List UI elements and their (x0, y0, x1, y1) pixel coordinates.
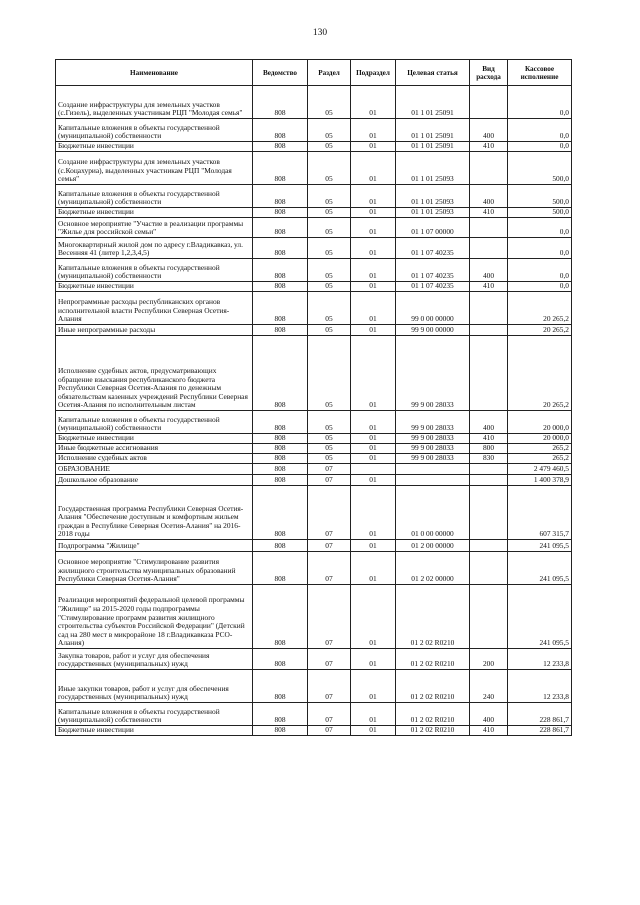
cell-expense-type (470, 238, 508, 259)
cell-subsection: 01 (351, 259, 396, 282)
cell-department: 808 (253, 218, 308, 238)
cell-expense-type: 410 (470, 282, 508, 292)
cell-department: 808 (253, 325, 308, 336)
cell-department: 808 (253, 292, 308, 325)
cell-section: 07 (308, 540, 351, 552)
table-row (56, 259, 572, 282)
cell-expense-type (470, 464, 508, 475)
cell-name: Основное мероприятие "Участие в реализации программы "Жилье для российской семьи" (56, 218, 253, 238)
cell-expense-type (470, 475, 508, 486)
cell-target-item: 99 9 00 28033 (396, 411, 470, 434)
cell-section: 07 (308, 585, 351, 649)
cell-target-item: 01 1 07 00000 (396, 218, 470, 238)
header-row (56, 60, 572, 86)
cell-expense-type (470, 336, 508, 411)
cell-target-item: 01 2 02 R0210 (396, 670, 470, 703)
cell-name: Капитальные вложения в объекты государственной (муниципальной) собственности (56, 259, 253, 282)
cell-cash-execution: 607 315,7 (508, 486, 572, 540)
cell-name: Иные непрограммные расходы (56, 325, 253, 336)
cell-target-item: 01 1 07 40235 (396, 259, 470, 282)
table-row (56, 282, 572, 292)
cell-expense-type (470, 585, 508, 649)
header-department: Ведомство (253, 60, 308, 86)
cell-subsection: 01 (351, 119, 396, 142)
cell-department: 808 (253, 585, 308, 649)
cell-cash-execution: 500,0 (508, 185, 572, 208)
cell-expense-type (470, 486, 508, 540)
header-expense-type: Вид расхода (470, 60, 508, 86)
header-cash-execution: Кассовое исполнение (508, 60, 572, 86)
cell-name: Капитальные вложения в объекты государственной (муниципальной) собственности (56, 185, 253, 208)
cell-section: 05 (308, 238, 351, 259)
cell-subsection: 01 (351, 444, 396, 454)
cell-expense-type (470, 292, 508, 325)
budget-table (55, 59, 572, 736)
cell-target-item: 01 0 00 00000 (396, 486, 470, 540)
cell-subsection: 01 (351, 434, 396, 444)
cell-subsection: 01 (351, 142, 396, 152)
cell-section: 05 (308, 282, 351, 292)
table-row (56, 703, 572, 726)
cell-department: 808 (253, 208, 308, 218)
table-row (56, 325, 572, 336)
cell-subsection: 01 (351, 649, 396, 670)
table-row (56, 726, 572, 736)
cell-department: 808 (253, 454, 308, 464)
cell-cash-execution: 228 861,7 (508, 726, 572, 736)
table-row (56, 238, 572, 259)
cell-cash-execution: 20 000,0 (508, 411, 572, 434)
cell-target-item: 01 1 07 40235 (396, 282, 470, 292)
cell-section: 07 (308, 649, 351, 670)
cell-subsection: 01 (351, 325, 396, 336)
cell-subsection: 01 (351, 218, 396, 238)
cell-target-item: 01 1 01 25091 (396, 142, 470, 152)
cell-name: Иные закупки товаров, работ и услуг для обеспечения государственных (муниципальных) нужд (56, 670, 253, 703)
cell-name: Основное мероприятие "Стимулирование развития жилищного строительства муниципальных образований Республики Северная Осетия-Алания" (56, 552, 253, 585)
cell-name: Бюджетные инвестиции (56, 142, 253, 152)
table-row (56, 434, 572, 444)
cell-target-item: 01 1 01 25091 (396, 119, 470, 142)
table-row (56, 486, 572, 540)
cell-name: Непрограммные расходы республиканских органов исполнительной власти Республики Северная Осетия-Алания (56, 292, 253, 325)
table-row (56, 649, 572, 670)
cell-cash-execution: 265,2 (508, 454, 572, 464)
cell-target-item: 01 2 00 00000 (396, 540, 470, 552)
cell-section: 07 (308, 464, 351, 475)
cell-target-item: 99 9 00 28033 (396, 434, 470, 444)
cell-expense-type (470, 540, 508, 552)
cell-subsection: 01 (351, 475, 396, 486)
table-row (56, 444, 572, 454)
table-row (56, 411, 572, 434)
cell-name: Создание инфраструктуры для земельных участков (с.Коцахуриа), выделенных участникам РЦП "Молодая семья" (56, 152, 253, 185)
cell-department: 808 (253, 670, 308, 703)
header-target-item: Целевая статья (396, 60, 470, 86)
cell-department: 808 (253, 86, 308, 119)
cell-name: Бюджетные инвестиции (56, 726, 253, 736)
cell-target-item: 01 2 02 R0210 (396, 649, 470, 670)
cell-section: 05 (308, 444, 351, 454)
cell-cash-execution: 20 265,2 (508, 325, 572, 336)
cell-target-item: 01 2 02 R0210 (396, 726, 470, 736)
cell-target-item: 99 0 00 00000 (396, 292, 470, 325)
cell-section: 05 (308, 454, 351, 464)
cell-cash-execution: 1 400 378,9 (508, 475, 572, 486)
cell-subsection: 01 (351, 726, 396, 736)
cell-cash-execution: 0,0 (508, 238, 572, 259)
cell-department: 808 (253, 152, 308, 185)
cell-cash-execution: 265,2 (508, 444, 572, 454)
cell-expense-type: 410 (470, 208, 508, 218)
cell-section: 05 (308, 142, 351, 152)
cell-expense-type: 400 (470, 259, 508, 282)
cell-name: Закупка товаров, работ и услуг для обеспечения государственных (муниципальных) нужд (56, 649, 253, 670)
cell-expense-type (470, 325, 508, 336)
cell-subsection: 01 (351, 86, 396, 119)
cell-expense-type: 410 (470, 142, 508, 152)
table-row (56, 142, 572, 152)
header-section: Раздел (308, 60, 351, 86)
cell-subsection: 01 (351, 411, 396, 434)
cell-department: 808 (253, 142, 308, 152)
cell-target-item: 01 1 01 25093 (396, 152, 470, 185)
cell-name: Создание инфраструктуры для земельных участков (с.Гизель), выделенных участникам РЦП "Молодая семья" (56, 86, 253, 119)
cell-subsection: 01 (351, 282, 396, 292)
table-row (56, 552, 572, 585)
cell-subsection: 01 (351, 670, 396, 703)
cell-expense-type: 410 (470, 726, 508, 736)
cell-name: Капитальные вложения в объекты государственной (муниципальной) собственности (56, 411, 253, 434)
cell-subsection: 01 (351, 238, 396, 259)
cell-cash-execution: 0,0 (508, 218, 572, 238)
cell-department: 808 (253, 434, 308, 444)
cell-department: 808 (253, 703, 308, 726)
cell-cash-execution: 12 233,8 (508, 670, 572, 703)
cell-subsection: 01 (351, 292, 396, 325)
cell-cash-execution: 0,0 (508, 259, 572, 282)
cell-cash-execution: 241 095,5 (508, 552, 572, 585)
cell-cash-execution: 20 265,2 (508, 336, 572, 411)
cell-section: 07 (308, 475, 351, 486)
cell-name: Бюджетные инвестиции (56, 208, 253, 218)
cell-expense-type: 400 (470, 119, 508, 142)
header-subsection: Подраздел (351, 60, 396, 86)
cell-subsection: 01 (351, 152, 396, 185)
cell-cash-execution: 228 861,7 (508, 703, 572, 726)
cell-cash-execution: 241 095,5 (508, 540, 572, 552)
cell-section: 05 (308, 336, 351, 411)
cell-name: Исполнение судебных актов (56, 454, 253, 464)
cell-target-item: 01 2 02 R0210 (396, 585, 470, 649)
cell-section: 07 (308, 726, 351, 736)
cell-subsection: 01 (351, 486, 396, 540)
cell-section: 07 (308, 486, 351, 540)
cell-section: 05 (308, 86, 351, 119)
cell-expense-type: 400 (470, 703, 508, 726)
cell-expense-type: 240 (470, 670, 508, 703)
cell-target-item (396, 475, 470, 486)
cell-section: 05 (308, 325, 351, 336)
cell-subsection: 01 (351, 552, 396, 585)
cell-expense-type (470, 218, 508, 238)
table-row (56, 475, 572, 486)
cell-subsection: 01 (351, 703, 396, 726)
cell-name: Исполнение судебных актов, предусматривающих обращение взыскания республиканского бюджета Республики Северная Осетия-Алания по денежным обязательствам казенных учреждений Республики Северная Осетия-Алания по исполнительным листам (56, 336, 253, 411)
cell-section: 05 (308, 292, 351, 325)
cell-subsection (351, 464, 396, 475)
cell-section: 05 (308, 259, 351, 282)
table-row (56, 336, 572, 411)
cell-department: 808 (253, 411, 308, 434)
cell-expense-type: 830 (470, 454, 508, 464)
table-row (56, 670, 572, 703)
cell-target-item: 01 2 02 R0210 (396, 703, 470, 726)
cell-cash-execution: 12 233,8 (508, 649, 572, 670)
table-row (56, 454, 572, 464)
table-row (56, 86, 572, 119)
cell-subsection: 01 (351, 454, 396, 464)
cell-department: 808 (253, 444, 308, 454)
cell-expense-type: 400 (470, 411, 508, 434)
cell-section: 05 (308, 185, 351, 208)
cell-subsection: 01 (351, 336, 396, 411)
cell-expense-type (470, 552, 508, 585)
cell-department: 808 (253, 238, 308, 259)
cell-department: 808 (253, 282, 308, 292)
cell-department: 808 (253, 475, 308, 486)
cell-target-item: 99 9 00 28033 (396, 444, 470, 454)
cell-cash-execution: 0,0 (508, 86, 572, 119)
cell-expense-type (470, 86, 508, 119)
cell-name: Реализация мероприятий федеральной целевой программы "Жилище" на 2015-2020 годы подпрограммы "Стимулирование программ развития жилищного строительства субъектов Российской Федерации" (Детский сад на 280 мест в микрорайоне 18 г.Владикавказа РСО-Алания) (56, 585, 253, 649)
table-row (56, 185, 572, 208)
cell-cash-execution: 2 479 460,5 (508, 464, 572, 475)
cell-name: Капитальные вложения в объекты государственной (муниципальной) собственности (56, 703, 253, 726)
cell-name: Иные бюджетные ассигнования (56, 444, 253, 454)
cell-cash-execution: 500,0 (508, 152, 572, 185)
cell-subsection: 01 (351, 540, 396, 552)
cell-expense-type: 410 (470, 434, 508, 444)
cell-target-item: 01 2 02 00000 (396, 552, 470, 585)
cell-target-item: 01 1 07 40235 (396, 238, 470, 259)
cell-cash-execution: 241 095,5 (508, 585, 572, 649)
cell-section: 05 (308, 218, 351, 238)
cell-subsection: 01 (351, 208, 396, 218)
cell-section: 07 (308, 670, 351, 703)
cell-department: 808 (253, 119, 308, 142)
cell-section: 05 (308, 208, 351, 218)
table-row (56, 292, 572, 325)
table-row (56, 208, 572, 218)
cell-department: 808 (253, 726, 308, 736)
cell-target-item (396, 464, 470, 475)
cell-cash-execution: 20 265,2 (508, 292, 572, 325)
cell-cash-execution: 0,0 (508, 142, 572, 152)
cell-subsection: 01 (351, 585, 396, 649)
table-row (56, 585, 572, 649)
cell-name: Подпрограмма "Жилище" (56, 540, 253, 552)
table-row (56, 119, 572, 142)
cell-expense-type: 800 (470, 444, 508, 454)
table-row (56, 464, 572, 475)
cell-section: 07 (308, 552, 351, 585)
cell-cash-execution: 0,0 (508, 282, 572, 292)
cell-expense-type: 200 (470, 649, 508, 670)
cell-target-item: 99 9 00 28033 (396, 336, 470, 411)
cell-department: 808 (253, 464, 308, 475)
cell-name: Бюджетные инвестиции (56, 434, 253, 444)
cell-section: 05 (308, 119, 351, 142)
cell-department: 808 (253, 540, 308, 552)
table-row (56, 540, 572, 552)
cell-section: 07 (308, 703, 351, 726)
table-row (56, 152, 572, 185)
cell-section: 05 (308, 152, 351, 185)
cell-target-item: 99 9 00 00000 (396, 325, 470, 336)
cell-department: 808 (253, 336, 308, 411)
cell-target-item: 01 1 01 25093 (396, 208, 470, 218)
cell-cash-execution: 20 000,0 (508, 434, 572, 444)
cell-name: Капитальные вложения в объекты государственной (муниципальной) собственности (56, 119, 253, 142)
header-name: Наименование (56, 60, 253, 86)
cell-department: 808 (253, 185, 308, 208)
cell-section: 05 (308, 411, 351, 434)
cell-subsection: 01 (351, 185, 396, 208)
page-number: 130 (312, 28, 328, 38)
cell-name: ОБРАЗОВАНИЕ (56, 464, 253, 475)
cell-target-item: 01 1 01 25091 (396, 86, 470, 119)
cell-name: Дошкольное образование (56, 475, 253, 486)
cell-name: Бюджетные инвестиции (56, 282, 253, 292)
cell-target-item: 01 1 01 25093 (396, 185, 470, 208)
cell-cash-execution: 0,0 (508, 119, 572, 142)
cell-expense-type (470, 152, 508, 185)
cell-department: 808 (253, 649, 308, 670)
cell-expense-type: 400 (470, 185, 508, 208)
cell-section: 05 (308, 434, 351, 444)
cell-name: Многоквартирный жилой дом по адресу г.Владикавказ, ул. Весенняя 41 (литер 1,2,3,4,5) (56, 238, 253, 259)
cell-target-item: 99 9 00 28033 (396, 454, 470, 464)
cell-department: 808 (253, 259, 308, 282)
table-row (56, 218, 572, 238)
cell-department: 808 (253, 486, 308, 540)
cell-department: 808 (253, 552, 308, 585)
cell-cash-execution: 500,0 (508, 208, 572, 218)
cell-name: Государственная программа Республики Северная Осетия-Алания "Обеспечение доступным и комфортным жильем граждан в Республике Северная Осетия-Алания" на 2016-2018 годы (56, 486, 253, 540)
